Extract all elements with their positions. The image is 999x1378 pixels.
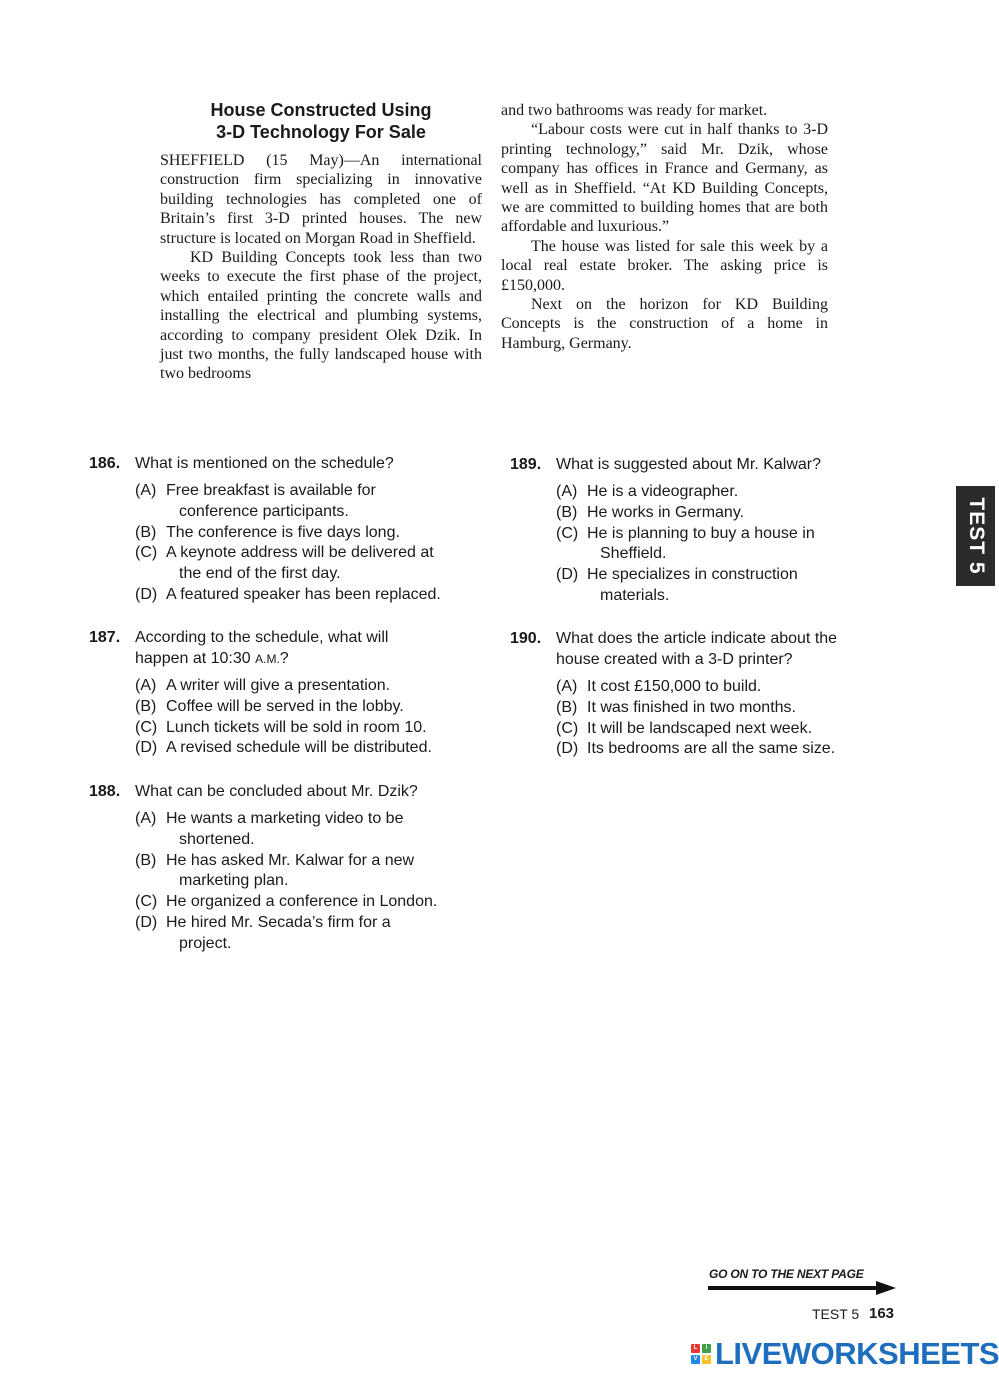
option-letter: (A) <box>135 677 157 694</box>
option-letter: (B) <box>135 851 157 869</box>
option-letter: (A) <box>135 810 157 827</box>
option-text: Free breakfast is available for <box>166 482 376 499</box>
answer-option-a[interactable] <box>135 809 437 851</box>
option-text-continued: Sheffield. <box>600 545 667 563</box>
question-mark: ? <box>279 650 289 667</box>
question-text: What is suggested about Mr. Kalwar? <box>556 456 822 473</box>
option-text: A keynote address will be delivered at <box>166 544 434 562</box>
page-footer-label: TEST 5 <box>812 1306 860 1322</box>
option-letter: (B) <box>556 503 578 521</box>
answer-option-d[interactable] <box>135 913 437 955</box>
option-text: Lunch tickets will be sold in room 10. <box>166 718 427 736</box>
answer-options <box>135 676 432 759</box>
option-text-continued: shortened. <box>179 830 255 848</box>
liveworksheets-brand <box>691 1338 999 1370</box>
option-letter: (D) <box>556 740 579 758</box>
option-letter: (C) <box>135 718 158 736</box>
option-letter: (C) <box>135 893 158 911</box>
page-number: 163 <box>869 1305 895 1322</box>
option-text: A revised schedule will be distributed. <box>166 739 432 757</box>
option-text: It was finished in two months. <box>587 698 796 716</box>
option-text: A featured speaker has been replaced. <box>166 585 441 603</box>
option-text: A writer will give a presentation. <box>166 677 391 694</box>
side-tab-label: TEST 5 <box>964 497 988 575</box>
option-text: Its bedrooms are all the same size. <box>587 740 836 758</box>
option-text-continued: materials. <box>600 586 670 604</box>
time-suffix: A.M. <box>255 652 280 666</box>
option-text: He wants a marketing video to be <box>166 810 404 827</box>
brand-name: LIVEWORKSHEETS <box>715 1336 999 1371</box>
option-text-continued: conference participants. <box>179 502 349 520</box>
option-text: The conference is five days long. <box>166 523 400 541</box>
option-letter: (D) <box>135 913 158 931</box>
question-number: 186. <box>89 455 121 472</box>
answer-option-b[interactable] <box>135 523 441 544</box>
answer-option-b[interactable] <box>135 697 432 718</box>
article-paragraph: Next on the horizon for KD Building Concepts is the construction of a home in Hamburg, Germany. <box>501 296 828 352</box>
option-letter: (A) <box>556 483 578 500</box>
answer-option-c[interactable] <box>556 719 835 740</box>
option-text-continued: the end of the first day. <box>179 565 341 583</box>
answer-options <box>556 677 835 760</box>
option-letter: (B) <box>135 523 157 541</box>
question-number: 189. <box>510 456 542 473</box>
option-letter: (D) <box>556 566 579 584</box>
option-text: Coffee will be served in the lobby. <box>166 697 404 715</box>
answer-option-c[interactable] <box>135 718 432 739</box>
answer-options <box>135 481 441 606</box>
question-number: 187. <box>89 629 121 646</box>
option-letter: (D) <box>135 739 158 757</box>
go-next-page-label: GO ON TO THE NEXT PAGE <box>709 1267 864 1281</box>
option-letter: (C) <box>556 719 579 737</box>
option-letter: (A) <box>135 482 157 499</box>
answer-option-d[interactable] <box>135 738 432 759</box>
article-paragraph: The house was listed for sale this week by a local real estate broker. The asking price is £150,000. <box>501 237 828 294</box>
answer-option-a[interactable] <box>135 481 441 523</box>
option-letter: (A) <box>556 678 578 695</box>
question-number: 188. <box>89 783 121 800</box>
answer-option-d[interactable] <box>135 585 441 606</box>
article-title <box>160 99 482 143</box>
question-text: What can be concluded about Mr. Dzik? <box>135 783 418 800</box>
option-letter: (B) <box>135 697 157 715</box>
option-text: He specializes in construction <box>587 566 798 584</box>
answer-option-c[interactable] <box>135 543 441 585</box>
answer-options <box>135 809 437 955</box>
option-letter: (C) <box>556 524 579 542</box>
option-text: He is a videographer. <box>587 483 739 500</box>
article-paragraph: and two bathrooms was ready for market. <box>501 102 768 119</box>
logo-tile: V <box>691 1355 700 1364</box>
option-letter: (B) <box>556 698 578 716</box>
option-letter: (C) <box>135 544 158 562</box>
answer-option-a[interactable] <box>556 482 815 503</box>
answer-options <box>556 482 815 607</box>
option-text-continued: project. <box>179 934 232 952</box>
option-text: He organized a conference in London. <box>166 893 438 911</box>
answer-option-d[interactable] <box>556 739 835 760</box>
option-text: It cost £150,000 to build. <box>587 678 762 695</box>
question-number: 190. <box>510 630 542 647</box>
answer-option-b[interactable] <box>556 503 815 524</box>
test-side-tab <box>956 486 995 586</box>
answer-option-a[interactable] <box>556 677 835 698</box>
option-text: He has asked Mr. Kalwar for a new <box>166 851 415 869</box>
logo-tile: E <box>702 1355 711 1364</box>
answer-option-c[interactable] <box>135 892 437 913</box>
article-right-column <box>501 101 828 353</box>
article-paragraph: “Labour costs were cut in half thanks to 3-D printing technology,” said Mr. Dzik, whose company has offices in France and Germany, as well as in Sheffield. “At KD Building Concepts, we are committed to building homes that are both affordable and luxurious.” <box>501 121 828 236</box>
question-text <box>556 628 837 670</box>
question-text-line-2: happen at 10:30 <box>135 650 256 667</box>
question-text-line-2: house created with a 3-D printer? <box>556 651 793 668</box>
logo-tile: I <box>702 1344 711 1353</box>
answer-option-d[interactable] <box>556 565 815 607</box>
logo-tile: L <box>691 1344 700 1353</box>
answer-option-b[interactable] <box>556 698 835 719</box>
option-text-continued: marketing plan. <box>179 872 289 890</box>
option-text: He is planning to buy a house in <box>587 524 815 542</box>
article-title-line-1: House Constructed Using <box>210 100 432 120</box>
article-left-column <box>160 151 482 384</box>
liveworksheets-logo-icon <box>691 1344 711 1364</box>
answer-option-b[interactable] <box>135 851 437 893</box>
article-paragraph: SHEFFIELD (15 May)—An international construction firm specializing in innovative building technologies has completed one of Britain’s first 3-D printed houses. The new structure is located on Morgan Road in Sheffield. <box>160 152 482 247</box>
article-paragraph: KD Building Concepts took less than two weeks to execute the first phase of the project, which entailed printing the concrete walls and installing the electrical and plumbing systems, according to company president Olek Dzik. In just two months, the fully landscaped house with two bedrooms <box>160 249 482 383</box>
question-text: What is mentioned on the schedule? <box>135 455 394 472</box>
arrow-right-icon <box>708 1281 896 1295</box>
option-text: It will be landscaped next week. <box>587 719 813 737</box>
article-title-line-2: 3-D Technology For Sale <box>216 122 426 142</box>
question-text-line-1: What does the article indicate about the <box>556 630 838 647</box>
answer-option-a[interactable] <box>135 676 432 697</box>
answer-option-c[interactable] <box>556 524 815 566</box>
option-text: He works in Germany. <box>587 503 745 521</box>
option-text: He hired Mr. Secada’s firm for a <box>166 913 391 931</box>
question-text-line-1: According to the schedule, what will <box>135 629 389 646</box>
option-letter: (D) <box>135 585 158 603</box>
question-text <box>135 627 388 670</box>
